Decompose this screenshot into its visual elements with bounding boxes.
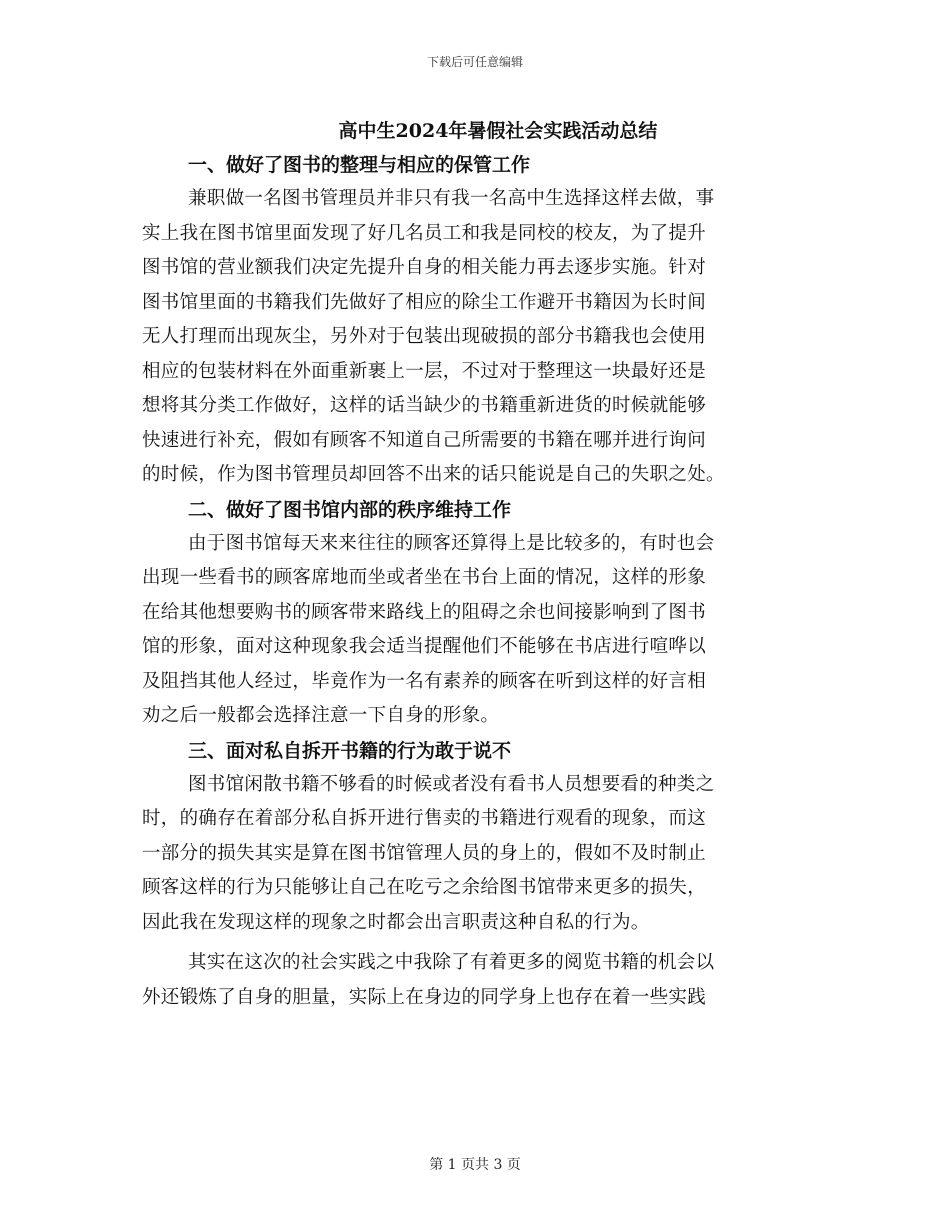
text-line: 外还锻炼了自身的胆量，实际上在身边的同学身上也存在着一些实践 (142, 986, 707, 1008)
section-2 (142, 493, 810, 734)
text-line: 相应的包装材料在外面重新裹上一层，不过对于整理这一块最好还是 (142, 360, 707, 382)
closing-paragraph (142, 946, 810, 1015)
text-line: 无人打理而出现灰尘，另外对于包装出现破损的部分书籍我也会使用 (142, 326, 707, 347)
text-line: 一部分的损失其实是算在图书馆管理人员的身上的，假如不及时制止 (142, 842, 707, 864)
text-line: 出现一些看书的顾客席地而坐或者坐在书台上面的情况，这样的形象 (142, 567, 707, 588)
section-3 (142, 734, 810, 941)
section-1 (142, 148, 810, 493)
page-header: 下载后可任意编辑 (426, 55, 523, 69)
text-line: 因此我在发现这样的现象之时都会出言职责这种自私的行为。 (142, 911, 650, 933)
text-line: 在给其他想要购书的顾客带来路线上的阻碍之余也间接影响到了图书 (142, 601, 707, 623)
paragraph (142, 527, 810, 734)
text-line: 图书馆的营业额我们决定先提升自身的相关能力再去逐步实施。针对 (142, 257, 707, 278)
text-line: 兼职做一名图书管理员并非只有我一名高中生选择这样去做，事 (188, 188, 715, 209)
text-line: 劝之后一般都会选择注意一下自身的形象。 (142, 705, 500, 726)
text-line: 时，的确存在着部分私自拆开进行售卖的书籍进行观看的现象，而这 (142, 808, 707, 829)
document-body (142, 148, 810, 1015)
paragraph (142, 182, 810, 493)
section-heading: 二、做好了图书馆内部的秩序维持工作 (188, 498, 512, 521)
text-line: 想将其分类工作做好，这样的话当缺少的书籍重新进货的时候就能够 (142, 395, 707, 416)
paragraph (142, 768, 810, 941)
document-title: 高中生2024年暑假社会实践活动总结 (338, 120, 658, 142)
text-line: 图书馆闲散书籍不够看的时候或者没有看书人员想要看的种类之 (188, 773, 715, 795)
text-line: 及阻挡其他人经过，毕竟作为一名有素养的顾客在听到这样的好言相 (142, 670, 707, 692)
text-line: 顾客这样的行为只能够让自己在吃亏之余给图书馆带来更多的损失， (142, 877, 707, 898)
text-line: 快速进行补充，假如有顾客不知道自己所需要的书籍在哪并进行询问 (142, 429, 707, 451)
section-heading: 一、做好了图书的整理与相应的保管工作 (188, 154, 531, 176)
text-line: 馆的形象，面对这种现象我会适当提醒他们不能够在书店进行喧哗以 (142, 636, 707, 657)
section-heading: 三、面对私自拆开书籍的行为敢于说不 (188, 739, 512, 762)
text-line: 实上我在图书馆里面发现了好几名员工和我是同校的校友，为了提升 (142, 222, 707, 244)
text-line: 其实在这次的社会实践之中我除了有着更多的阅览书籍的机会以 (188, 952, 715, 973)
page-footer: 第 1 页共 3 页 (429, 1157, 521, 1173)
text-line: 图书馆里面的书籍我们先做好了相应的除尘工作避开书籍因为长时间 (142, 291, 707, 313)
text-line: 由于图书馆每天来来往往的顾客还算得上是比较多的，有时也会 (188, 532, 715, 554)
text-line: 的时候，作为图书管理员却回答不出来的话只能说是自己的失职之处。 (142, 464, 725, 485)
